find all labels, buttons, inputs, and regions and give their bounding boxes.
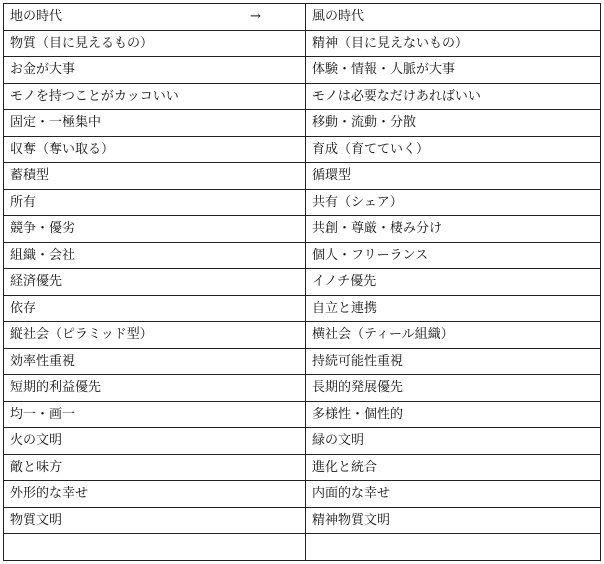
table-row — [4, 163, 601, 190]
wind-age-cell: 緑の文明 — [306, 428, 601, 455]
wind-age-cell: 自立と連携 — [306, 296, 601, 323]
table-row — [4, 534, 601, 561]
wind-age-cell — [306, 534, 601, 561]
table-body — [4, 31, 601, 561]
table-header-row — [4, 4, 601, 31]
earth-age-cell: 経済優先 — [4, 269, 306, 296]
earth-age-cell: 縦社会（ピラミッド型） — [4, 322, 306, 349]
table-row — [4, 57, 601, 84]
table-row — [4, 428, 601, 455]
header-cell-earth-age — [4, 4, 306, 31]
wind-age-cell: 個人・フリーランス — [306, 243, 601, 270]
table-row — [4, 508, 601, 535]
earth-age-cell: 物質文明 — [4, 508, 306, 535]
table-row — [4, 375, 601, 402]
earth-age-cell — [4, 534, 306, 561]
table-row — [4, 243, 601, 270]
wind-age-cell: 育成（育てていく） — [306, 137, 601, 164]
earth-age-cell: 固定・一極集中 — [4, 110, 306, 137]
earth-age-cell: 組織・会社 — [4, 243, 306, 270]
wind-age-cell: イノチ優先 — [306, 269, 601, 296]
wind-age-cell: 多様性・個性的 — [306, 402, 601, 429]
table-row — [4, 322, 601, 349]
table-row — [4, 110, 601, 137]
earth-age-cell: お金が大事 — [4, 57, 306, 84]
earth-age-cell: 均一・画一 — [4, 402, 306, 429]
wind-age-cell: 精神物質文明 — [306, 508, 601, 535]
wind-age-cell: 循環型 — [306, 163, 601, 190]
table-row — [4, 296, 601, 323]
earth-age-cell: 収奪（奪い取る） — [4, 137, 306, 164]
table-row — [4, 137, 601, 164]
wind-age-cell: 体験・情報・人脈が大事 — [306, 57, 601, 84]
header-label-earth-age: 地の時代 — [10, 9, 63, 24]
table-row — [4, 269, 601, 296]
wind-age-cell: 横社会（ティール組織） — [306, 322, 601, 349]
wind-age-cell: モノは必要なだけあればいい — [306, 84, 601, 111]
earth-age-cell: 蓄積型 — [4, 163, 306, 190]
earth-age-cell: 効率性重視 — [4, 349, 306, 376]
earth-age-cell: 物質（目に見えるもの） — [4, 31, 306, 58]
table-row — [4, 455, 601, 482]
wind-age-cell: 進化と統合 — [306, 455, 601, 482]
header-cell-wind-age — [306, 4, 601, 31]
wind-age-cell: 内面的な幸せ — [306, 481, 601, 508]
table-row — [4, 349, 601, 376]
wind-age-cell: 精神（目に見えないもの） — [306, 31, 601, 58]
table-row — [4, 481, 601, 508]
wind-age-cell: 移動・流動・分散 — [306, 110, 601, 137]
earth-age-cell: モノを持つことがカッコいい — [4, 84, 306, 111]
earth-age-cell: 火の文明 — [4, 428, 306, 455]
header-label-wind-age: 風の時代 — [312, 9, 365, 24]
table-row — [4, 190, 601, 217]
comparison-table — [3, 3, 601, 561]
earth-age-cell: 短期的利益優先 — [4, 375, 306, 402]
wind-age-cell: 共有（シェア） — [306, 190, 601, 217]
earth-age-cell: 敵と味方 — [4, 455, 306, 482]
earth-age-cell: 外形的な幸せ — [4, 481, 306, 508]
table-row — [4, 31, 601, 58]
table-row — [4, 84, 601, 111]
wind-age-cell: 共創・尊厳・棲み分け — [306, 216, 601, 243]
arrow-right-icon: → — [250, 9, 261, 24]
wind-age-cell: 持続可能性重視 — [306, 349, 601, 376]
table-row — [4, 402, 601, 429]
wind-age-cell: 長期的発展優先 — [306, 375, 601, 402]
table-row — [4, 216, 601, 243]
earth-age-cell: 競争・優劣 — [4, 216, 306, 243]
earth-age-cell: 所有 — [4, 190, 306, 217]
earth-age-cell: 依存 — [4, 296, 306, 323]
